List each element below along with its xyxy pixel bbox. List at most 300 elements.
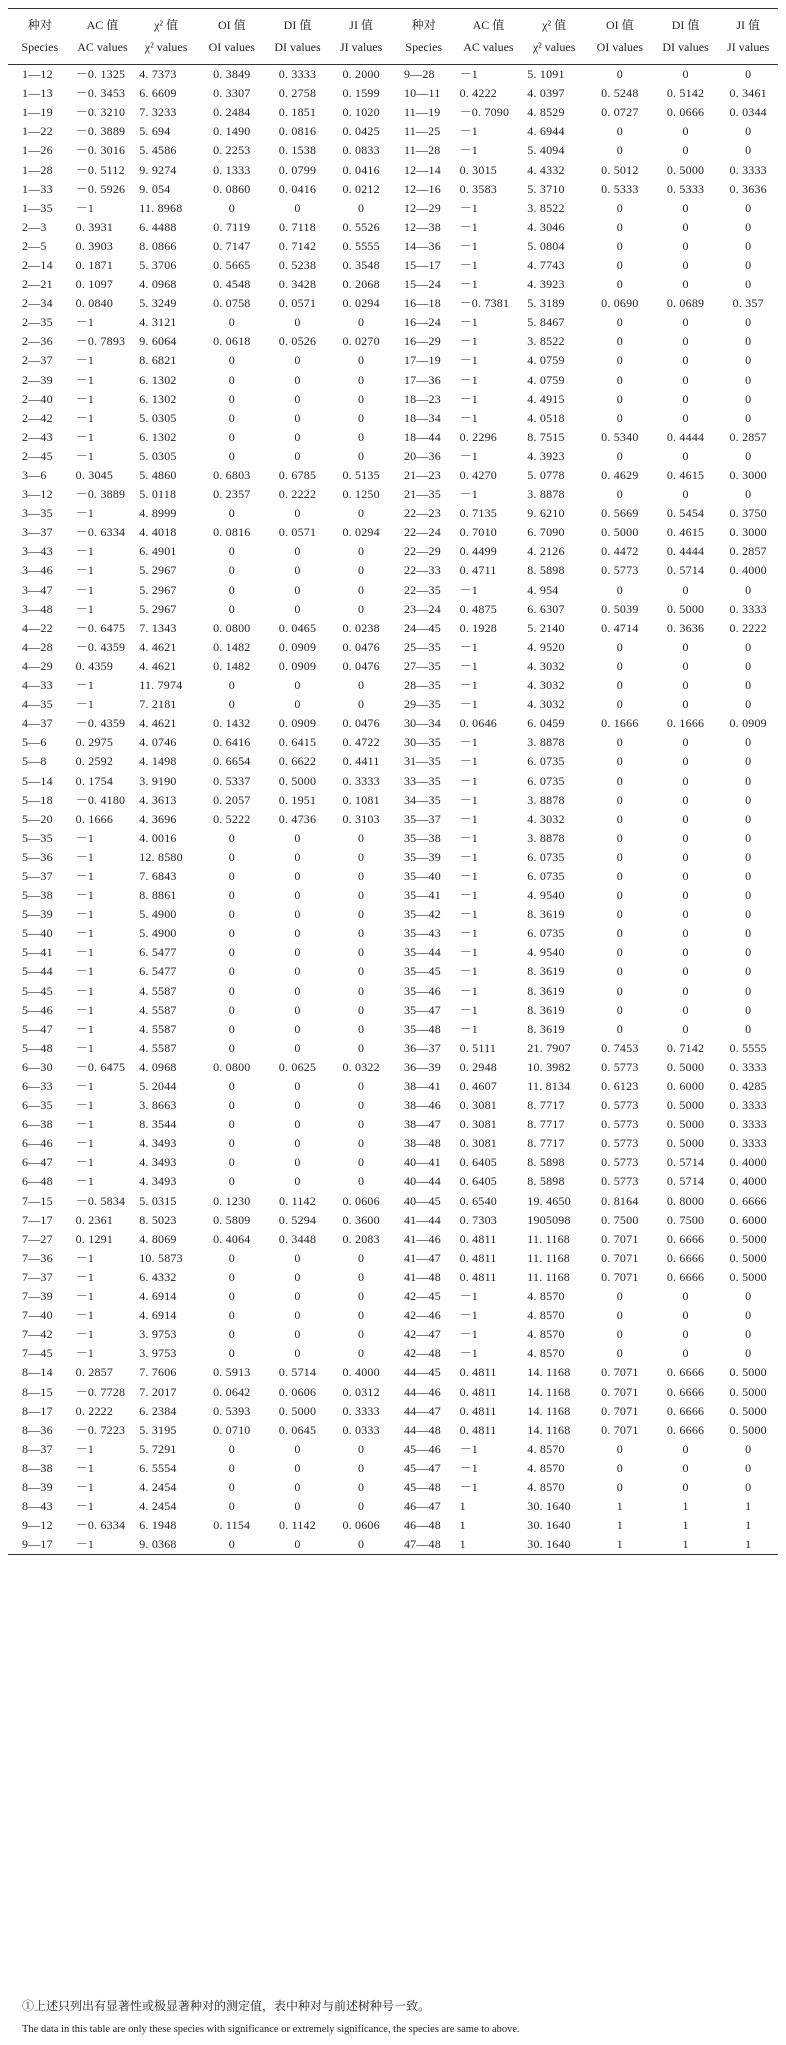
- table-cell: 8. 7717: [527, 1098, 565, 1113]
- table-cell: 0. 1754: [75, 773, 114, 788]
- table-cell: 0. 7071: [601, 1269, 639, 1284]
- table-cell: 0. 6000: [729, 1212, 767, 1227]
- table-row: [8, 638, 778, 657]
- table-cell: 6. 1302: [139, 429, 177, 444]
- table-cell: 0. 7071: [601, 1365, 639, 1380]
- table-cell: 0: [228, 1117, 235, 1132]
- table-cell: 9. 6064: [139, 334, 177, 349]
- table-cell: 11. 7974: [139, 678, 183, 693]
- table-cell: 0: [682, 1346, 689, 1361]
- table-cell: 0. 0800: [213, 620, 251, 635]
- table-cell: 0: [745, 124, 752, 139]
- table-row: [8, 1516, 778, 1535]
- table-cell: 11. 1168: [527, 1250, 570, 1265]
- table-cell: 0: [616, 124, 623, 139]
- table-cell: 0. 5000: [666, 1059, 705, 1074]
- table-cell: 0: [682, 773, 689, 788]
- table-cell: 4. 8999: [139, 506, 177, 521]
- table-cell: 5—6: [22, 735, 47, 750]
- table-cell: 5. 694: [139, 124, 171, 139]
- table-cell: －1: [75, 926, 95, 941]
- table-cell: 9. 9274: [139, 162, 177, 177]
- table-cell: 0: [358, 945, 365, 960]
- table-cell: 35—47: [403, 1002, 441, 1017]
- table-cell: 0: [358, 830, 365, 845]
- table-cell: 0: [745, 410, 752, 425]
- table-cell: 0: [682, 487, 689, 502]
- table-cell: 0. 3307: [213, 86, 251, 101]
- table-cell: 0: [294, 1441, 301, 1456]
- table-cell: 22—29: [403, 544, 441, 559]
- table-cell: 0. 0270: [342, 334, 380, 349]
- table-cell: 0: [358, 1098, 365, 1113]
- table-cell: －1: [459, 811, 478, 826]
- table-cell: 0. 2357: [213, 487, 251, 502]
- table-cell: 0. 7071: [601, 1250, 639, 1265]
- table-cell: 8—38: [22, 1460, 53, 1475]
- table-cell: －1: [459, 658, 478, 673]
- table-cell: －1: [75, 429, 95, 444]
- table-cell: 0. 0322: [342, 1059, 380, 1074]
- table-cell: 14. 1168: [527, 1422, 571, 1437]
- table-cell: 40—41: [403, 1155, 441, 1170]
- table-cell: 44—46: [403, 1384, 441, 1399]
- table-cell: 0. 2222: [75, 1403, 114, 1418]
- table-cell: 46—48: [403, 1518, 441, 1533]
- table-cell: 0. 1230: [213, 1193, 251, 1208]
- table-row: [8, 1306, 778, 1325]
- table-cell: 41—44: [403, 1212, 441, 1227]
- table-cell: 0. 0416: [342, 162, 380, 177]
- table-cell: 0: [294, 200, 301, 215]
- table-cell: 0: [745, 1289, 752, 1304]
- table-cell: 0. 5340: [601, 429, 639, 444]
- table-cell: 0: [616, 1327, 623, 1342]
- table-cell: 0: [616, 868, 623, 883]
- table-cell: 0. 1097: [75, 277, 114, 292]
- table-cell: 0. 4285: [729, 1079, 767, 1094]
- table-cell: 0: [616, 811, 623, 826]
- table-cell: 5. 4586: [139, 143, 177, 158]
- table-cell: 0: [358, 868, 365, 883]
- table-cell: 0: [228, 200, 235, 215]
- table-cell: 8—36: [22, 1422, 53, 1437]
- table-cell: 0: [294, 391, 301, 406]
- table-cell: －1: [459, 257, 478, 272]
- table-cell: 0. 5000: [666, 162, 705, 177]
- table-cell: 0: [358, 1346, 365, 1361]
- table-cell: 4. 8570: [527, 1346, 565, 1361]
- header-cell-en: Species: [392, 36, 456, 65]
- table-cell: 0. 4811: [459, 1269, 497, 1284]
- table-cell: 4. 0968: [139, 1059, 177, 1074]
- table-cell: －0. 3453: [75, 86, 126, 101]
- table-cell: 5—37: [22, 868, 53, 883]
- table-cell: 0. 8000: [666, 1193, 705, 1208]
- table-cell: 4. 8570: [527, 1460, 565, 1475]
- table-row: [8, 600, 778, 619]
- table-cell: 0. 2083: [342, 1231, 380, 1246]
- table-cell: 6. 0735: [527, 773, 565, 788]
- table-cell: 4. 2454: [139, 1479, 177, 1494]
- table-cell: －0. 3210: [75, 105, 126, 120]
- table-cell: －1: [459, 830, 478, 845]
- table-cell: 4—28: [22, 639, 53, 654]
- table-cell: －1: [459, 868, 478, 883]
- table-cell: 0: [682, 372, 689, 387]
- table-cell: 4. 5587: [139, 1002, 177, 1017]
- table-cell: 3. 9753: [139, 1346, 177, 1361]
- table-cell: 0. 4359: [75, 658, 114, 673]
- table-cell: 0: [228, 1327, 235, 1342]
- table-cell: 6. 4332: [139, 1269, 177, 1284]
- table-row: [8, 1039, 778, 1058]
- table-cell: 1: [616, 1518, 623, 1533]
- table-cell: 4. 8570: [527, 1441, 565, 1456]
- table-cell: 0: [682, 907, 689, 922]
- table-cell: 4. 3032: [527, 678, 565, 693]
- table-cell: 0. 4064: [213, 1231, 251, 1246]
- table-cell: 3. 8878: [527, 735, 565, 750]
- table-cell: 0. 2222: [729, 620, 767, 635]
- table-cell: 0: [228, 849, 235, 864]
- table-cell: 0: [616, 735, 623, 750]
- table-cell: 0. 5773: [601, 1155, 639, 1170]
- table-cell: 4. 4332: [527, 162, 565, 177]
- table-cell: －1: [75, 200, 95, 215]
- table-cell: 0. 6622: [278, 754, 317, 769]
- table-cell: －1: [75, 1174, 95, 1189]
- table-cell: 0. 4811: [459, 1365, 497, 1380]
- table-cell: 0: [228, 983, 235, 998]
- association-table: [8, 8, 778, 1555]
- table-cell: －1: [459, 1346, 478, 1361]
- table-cell: 0. 6785: [278, 468, 317, 483]
- table-cell: 0. 7135: [459, 506, 497, 521]
- table-cell: 0. 5000: [666, 1117, 705, 1132]
- table-cell: －1: [75, 888, 95, 903]
- table-row: [8, 466, 778, 485]
- table-cell: 0. 4811: [459, 1384, 497, 1399]
- table-cell: 0: [294, 1250, 301, 1265]
- table-cell: －1: [459, 334, 478, 349]
- table-cell: 0: [228, 1346, 235, 1361]
- table-row: [8, 1058, 778, 1077]
- table-cell: 10—11: [403, 86, 441, 101]
- table-cell: 0: [745, 1002, 752, 1017]
- table-cell: 0: [616, 697, 623, 712]
- table-cell: 0: [745, 1441, 752, 1456]
- table-row: [8, 428, 778, 447]
- table-cell: 1905098: [527, 1212, 571, 1227]
- table-cell: 0: [358, 506, 365, 521]
- header-cell-zh: AC 值: [72, 9, 134, 37]
- table-cell: 0: [745, 658, 752, 673]
- table-cell: 0: [745, 448, 752, 463]
- table-cell: 0: [682, 334, 689, 349]
- table-cell: －0. 4359: [75, 716, 126, 731]
- header-cell-en: JI values: [330, 36, 392, 65]
- table-cell: 11. 1168: [527, 1269, 570, 1284]
- table-cell: 0. 6666: [666, 1384, 705, 1399]
- table-cell: 0: [294, 926, 301, 941]
- table-cell: 0. 2057: [213, 792, 251, 807]
- table-cell: 0: [358, 353, 365, 368]
- table-cell: 0. 0416: [278, 181, 317, 196]
- header-cell-en: JI values: [718, 36, 778, 65]
- table-cell: 0: [682, 353, 689, 368]
- table-cell: 0. 1432: [213, 716, 251, 731]
- table-cell: 0: [294, 1460, 301, 1475]
- table-row: [8, 199, 778, 218]
- table-cell: 0. 6405: [459, 1174, 497, 1189]
- table-cell: 4. 4621: [139, 658, 177, 673]
- table-cell: 0: [228, 315, 235, 330]
- table-cell: 0. 7010: [459, 525, 497, 540]
- table-cell: －0. 7090: [459, 105, 510, 120]
- table-cell: 0. 0606: [342, 1193, 380, 1208]
- table-cell: 0. 2592: [75, 754, 114, 769]
- table-cell: 0. 3600: [342, 1212, 380, 1227]
- table-cell: 0: [682, 200, 689, 215]
- table-row: [8, 962, 778, 981]
- table-cell: 0: [228, 1308, 235, 1323]
- table-cell: 0: [616, 582, 623, 597]
- table-cell: 2—36: [22, 334, 53, 349]
- table-cell: 0: [228, 353, 235, 368]
- table-cell: 4—33: [22, 678, 53, 693]
- table-row: [8, 848, 778, 867]
- table-cell: 4. 0746: [139, 735, 177, 750]
- table-row: [8, 65, 778, 85]
- table-cell: 0. 0238: [342, 620, 380, 635]
- table-cell: 2—42: [22, 410, 53, 425]
- table-cell: 35—40: [403, 868, 441, 883]
- table-cell: 2—40: [22, 391, 53, 406]
- table-cell: －1: [75, 1079, 95, 1094]
- table-cell: 0. 4411: [342, 754, 380, 769]
- table-cell: 0. 0666: [666, 105, 705, 120]
- table-cell: 0: [682, 811, 689, 826]
- table-cell: 0. 5773: [601, 1117, 639, 1132]
- table-cell: 0. 0476: [342, 639, 380, 654]
- table-cell: 5. 0305: [139, 448, 177, 463]
- table-cell: 0. 0642: [213, 1384, 251, 1399]
- table-cell: 0: [682, 792, 689, 807]
- table-cell: 0: [745, 487, 752, 502]
- table-cell: －1: [75, 1479, 95, 1494]
- header-cell-en: OI values: [587, 36, 653, 65]
- table-cell: 20—36: [403, 448, 441, 463]
- table-row: [8, 924, 778, 943]
- table-cell: 0. 4736: [278, 811, 317, 826]
- table-cell: －1: [459, 678, 478, 693]
- header-cell-zh: AC 值: [456, 9, 522, 37]
- table-cell: 0. 4607: [459, 1079, 497, 1094]
- table-row: [8, 1115, 778, 1134]
- table-cell: 8. 3619: [527, 907, 565, 922]
- table-cell: 0: [682, 315, 689, 330]
- table-cell: 0. 0840: [75, 296, 114, 311]
- table-cell: 0. 5039: [601, 601, 639, 616]
- table-cell: 41—47: [403, 1250, 441, 1265]
- table-cell: 1: [587, 1535, 653, 1555]
- table-cell: 0. 4615: [666, 468, 705, 483]
- table-cell: 0. 3333: [342, 773, 380, 788]
- table-cell: 0. 0425: [342, 124, 380, 139]
- table-cell: 0: [358, 849, 365, 864]
- table-cell: 21—23: [403, 468, 441, 483]
- table-cell: 0: [228, 697, 235, 712]
- table-cell: 0: [682, 945, 689, 960]
- table-cell: 2—37: [22, 353, 53, 368]
- table-cell: 0: [616, 849, 623, 864]
- table-cell: 0: [294, 410, 301, 425]
- table-cell: 0: [358, 1499, 365, 1514]
- table-cell: －1: [459, 849, 478, 864]
- table-cell: 3—37: [22, 525, 53, 540]
- table-header: [8, 9, 778, 65]
- table-cell: 1: [653, 1535, 719, 1555]
- table-cell: 4. 0759: [527, 353, 565, 368]
- table-cell: 0. 0646: [459, 716, 497, 731]
- table-cell: 2—35: [22, 315, 53, 330]
- table-cell: 23—24: [403, 601, 441, 616]
- table-row: [8, 371, 778, 390]
- table-cell: 6. 2384: [139, 1403, 177, 1418]
- table-cell: 0: [745, 143, 752, 158]
- table-cell: 0: [745, 639, 752, 654]
- table-cell: 8. 5898: [527, 1174, 565, 1189]
- table-cell: 0: [358, 1117, 365, 1132]
- table-cell: －1: [75, 1136, 95, 1151]
- note-chinese: ①上述只列出有显著性或极显著种对的测定值，表中种对与前述树种号一致。: [22, 1999, 431, 2013]
- table-row: [8, 1325, 778, 1344]
- table-cell: 4. 4915: [527, 391, 565, 406]
- table-cell: 42—48: [403, 1346, 441, 1361]
- table-cell: －1: [75, 1346, 95, 1361]
- table-cell: 22—23: [403, 506, 441, 521]
- table-cell: －1: [75, 907, 95, 922]
- table-row: [8, 982, 778, 1001]
- table-cell: 0: [228, 1098, 235, 1113]
- table-cell: 0: [682, 964, 689, 979]
- table-cell: 0. 4811: [459, 1403, 497, 1418]
- table-row: [8, 390, 778, 409]
- table-cell: 0: [294, 1002, 301, 1017]
- table-row: [8, 943, 778, 962]
- table-cell: 0. 5000: [729, 1250, 767, 1265]
- table-cell: －1: [75, 353, 95, 368]
- table-cell: 5—36: [22, 849, 53, 864]
- table-cell: 0. 5000: [278, 773, 317, 788]
- table-cell: 0. 2975: [75, 735, 114, 750]
- table-cell: 0: [358, 1327, 365, 1342]
- table-cell: 0. 8164: [601, 1193, 639, 1208]
- table-row: [8, 1287, 778, 1306]
- table-cell: 0: [358, 1002, 365, 1017]
- table-cell: 0. 3428: [278, 277, 317, 292]
- table-cell: 4. 8570: [527, 1327, 565, 1342]
- table-cell: 0. 2296: [459, 429, 497, 444]
- table-cell: －1: [75, 1040, 95, 1055]
- table-cell: 0: [228, 410, 235, 425]
- header-cell-zh: 种对: [8, 9, 72, 37]
- table-cell: 0: [358, 563, 365, 578]
- table-row: [8, 1096, 778, 1115]
- table-cell: 5—35: [22, 830, 53, 845]
- table-cell: －1: [75, 544, 95, 559]
- table-cell: －1: [459, 372, 478, 387]
- table-cell: 0: [616, 792, 623, 807]
- table-cell: 0. 0909: [729, 716, 767, 731]
- table-cell: 0: [616, 945, 623, 960]
- table-cell: 5. 3706: [139, 257, 177, 272]
- table-cell: 0. 0710: [213, 1422, 251, 1437]
- table-cell: 0. 5111: [459, 1040, 497, 1055]
- table-cell: 40—44: [403, 1174, 441, 1189]
- table-cell: 0: [745, 238, 752, 253]
- table-cell: 17—19: [403, 353, 441, 368]
- table-cell: 0: [294, 678, 301, 693]
- table-cell: 0. 0333: [342, 1422, 380, 1437]
- table-cell: 0. 5555: [342, 238, 380, 253]
- table-cell: －1: [459, 983, 478, 998]
- table-cell: 4. 8529: [527, 105, 565, 120]
- table-cell: 0: [682, 658, 689, 673]
- table-cell: 8. 7717: [527, 1136, 565, 1151]
- table-cell: 0: [294, 1479, 301, 1494]
- table-cell: －1: [459, 448, 478, 463]
- table-cell: 0: [294, 372, 301, 387]
- table-cell: 0. 2948: [459, 1059, 497, 1074]
- table-cell: 21—35: [403, 487, 441, 502]
- table-cell: 5. 8467: [527, 315, 565, 330]
- table-cell: 4. 5587: [139, 1021, 177, 1036]
- table-cell: 6. 0735: [527, 868, 565, 883]
- table-cell: －1: [459, 754, 478, 769]
- table-cell: 5—45: [22, 983, 53, 998]
- table-cell: 0: [682, 67, 689, 82]
- table-cell: －1: [459, 1460, 478, 1475]
- table-cell: 0. 6666: [666, 1231, 705, 1246]
- table-cell: 6. 6609: [139, 86, 177, 101]
- header-cell-en: AC values: [72, 36, 134, 65]
- table-cell: 0. 4499: [459, 544, 497, 559]
- table-cell: 0: [294, 983, 301, 998]
- table-cell: 0: [682, 1002, 689, 1017]
- table-cell: 0: [358, 926, 365, 941]
- table-cell: 0: [294, 1155, 301, 1170]
- table-cell: 0: [358, 544, 365, 559]
- table-cell: 1: [459, 1499, 466, 1514]
- table-cell: 0. 3461: [729, 86, 767, 101]
- table-cell: 0: [294, 1269, 301, 1284]
- table-cell: 8—14: [22, 1365, 53, 1380]
- table-cell: 0. 3333: [342, 1403, 380, 1418]
- table-cell: 46—47: [403, 1499, 441, 1514]
- table-cell: 16—18: [403, 296, 441, 311]
- table-cell: －1: [459, 907, 478, 922]
- table-cell: 0: [745, 315, 752, 330]
- table-cell: 4. 8570: [527, 1289, 565, 1304]
- table-cell: 0: [616, 353, 623, 368]
- table-cell: 0. 7142: [278, 238, 317, 253]
- table-cell: 5. 0118: [139, 487, 177, 502]
- table-cell: 3—46: [22, 563, 53, 578]
- table-cell: 0: [228, 1021, 235, 1036]
- table-cell: 0: [745, 945, 752, 960]
